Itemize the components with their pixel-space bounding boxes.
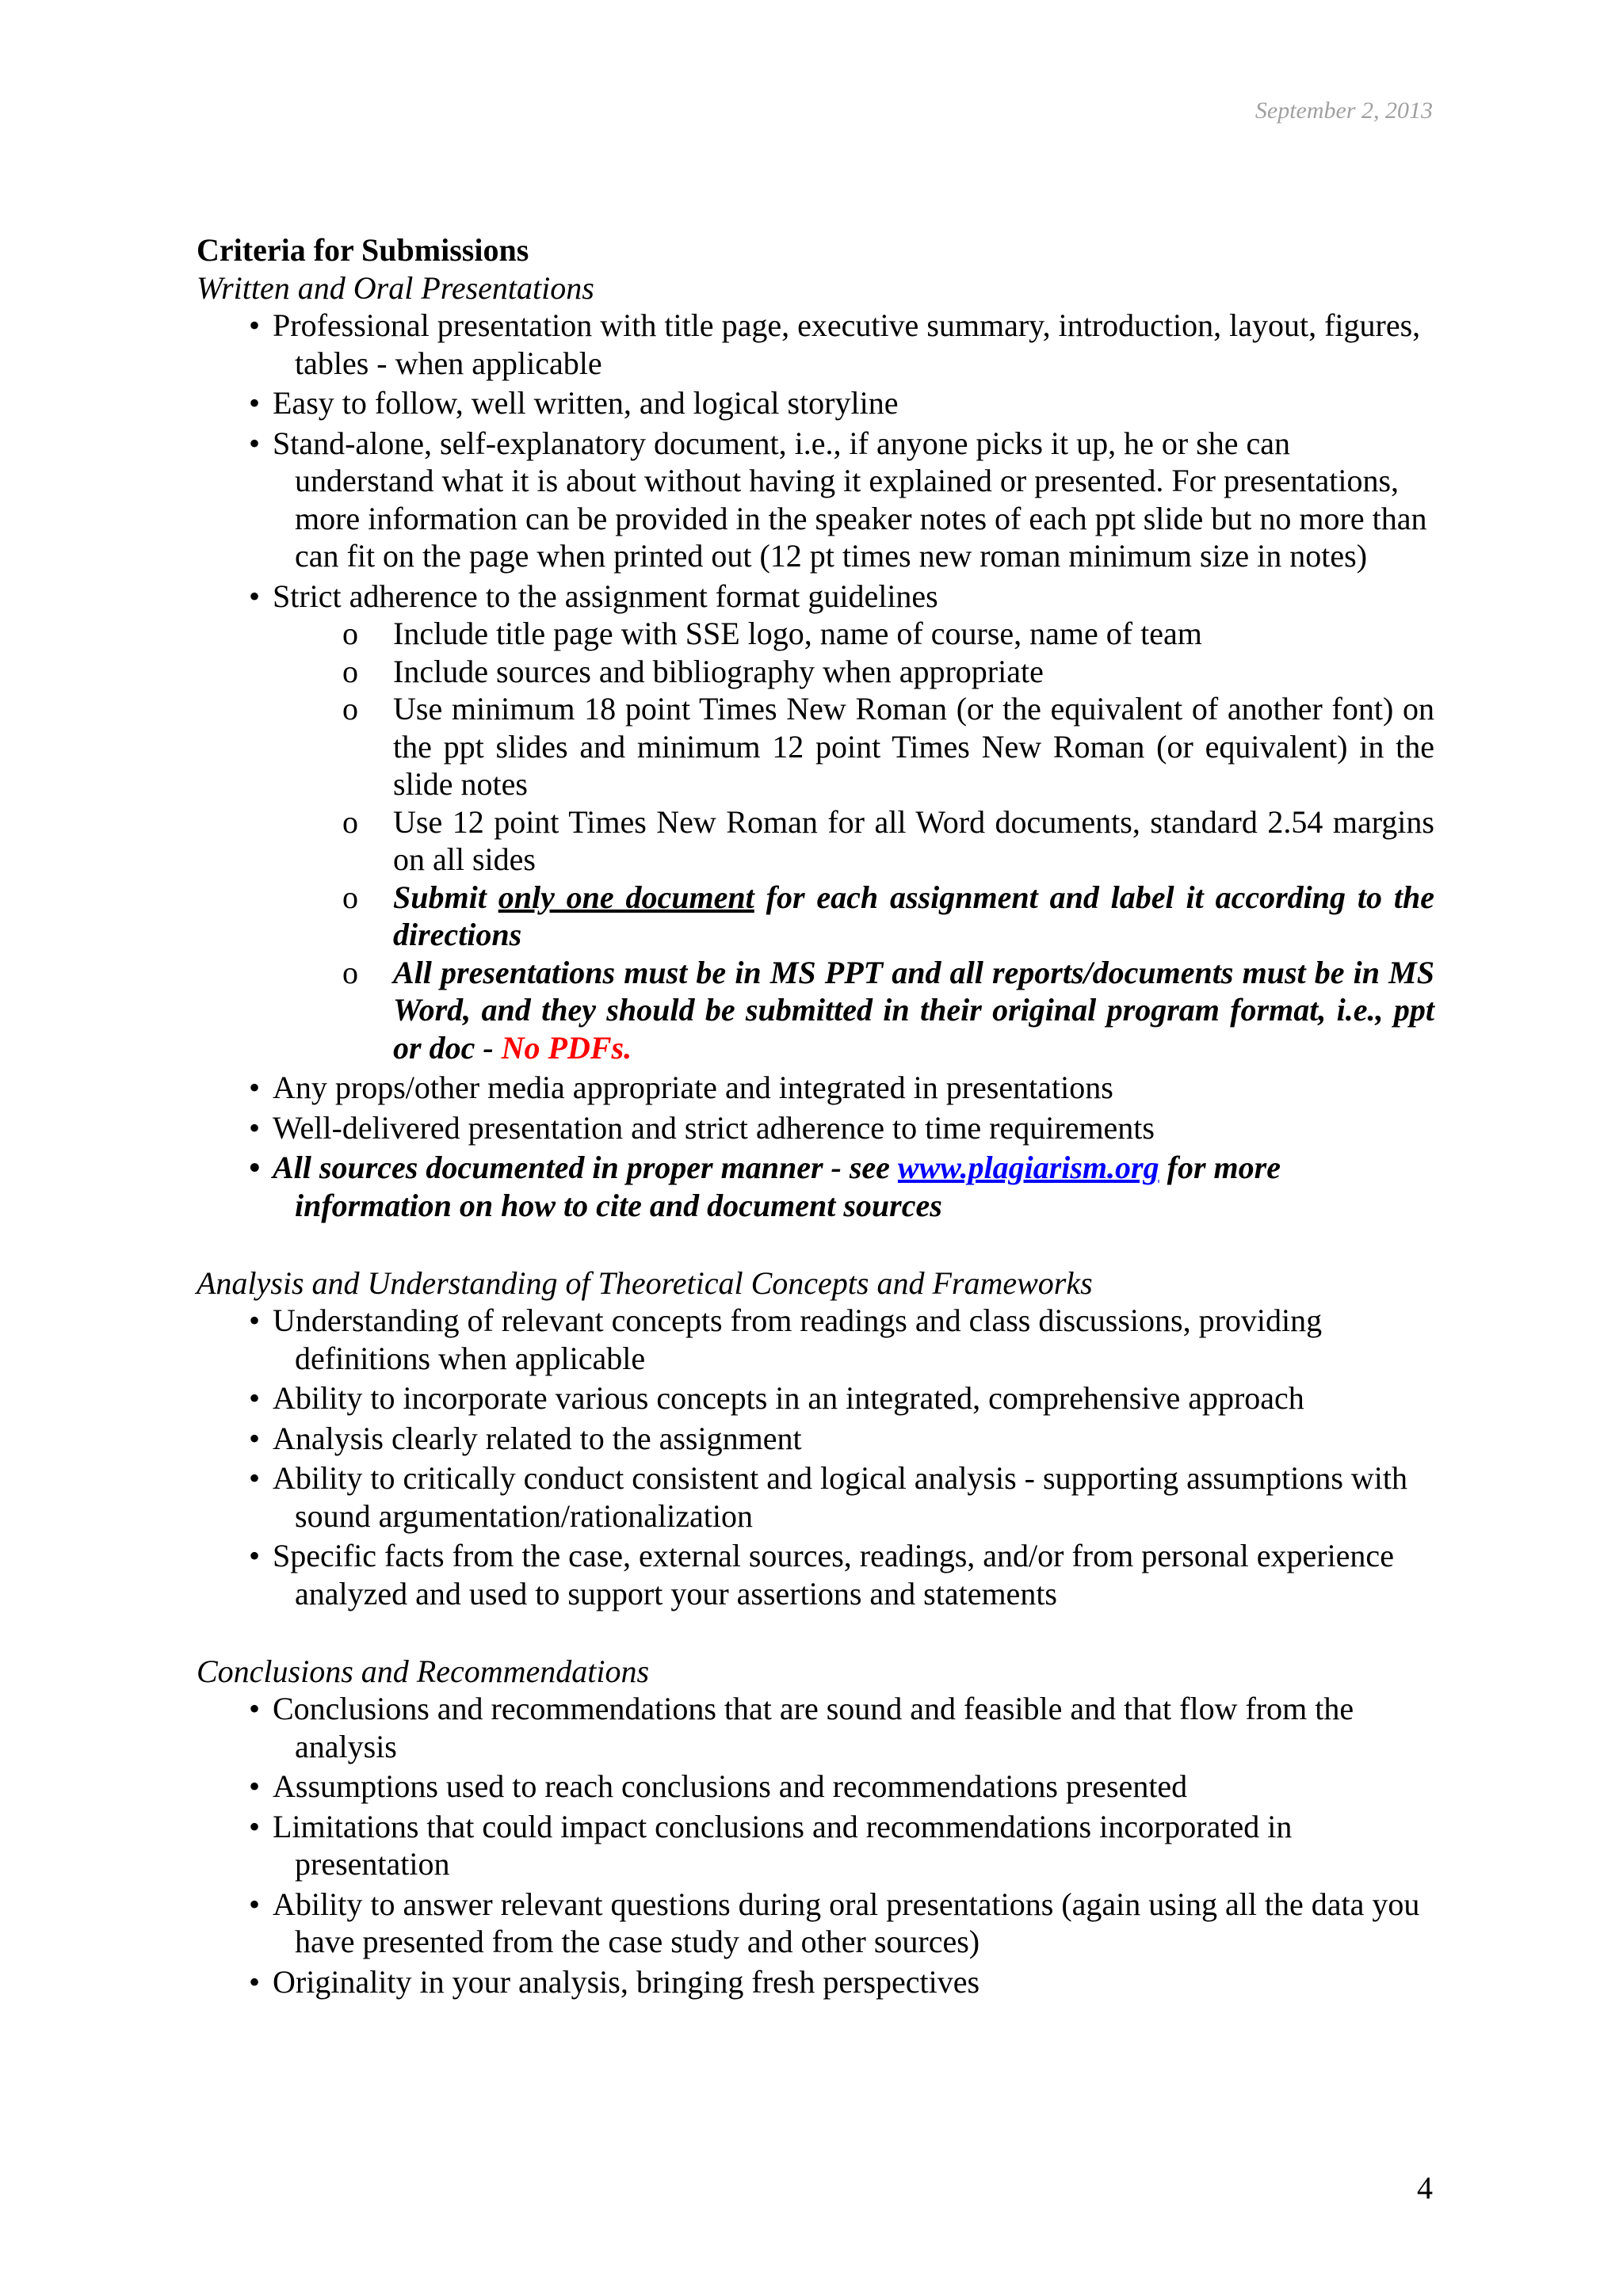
list-item: • Conclusions and recommendations that are sound and feasible and that flow from the analysis [249,1691,1354,1764]
bullet-icon: • [249,307,261,343]
bullet-icon: • [249,1460,261,1496]
written-bullet-list-continued [197,1069,1434,1224]
list-item: • Professional presentation with title page, executive summary, introduction, layout, figures, tables - when applicable [249,307,1421,381]
bullet-icon: • [249,1420,261,1456]
list-item: • Originality in your analysis, bringing fresh perspectives [249,1963,980,2000]
analysis-bullet-list [197,1302,1434,1612]
list-item: • Well-delivered presentation and strict adherence to time requirements [249,1109,1155,1146]
circle-bullet-icon: o [342,803,358,840]
list-item: • Understanding of relevant concepts from readings and class discussions, providing definitions when applicable [249,1302,1323,1376]
sub-list-item: o Include sources and bibliography when appropriate [342,653,1044,689]
bullet-icon: • [249,1768,261,1804]
list-item: • Ability to answer relevant questions during oral presentations (again using all the data you have presented from the case study and other sources) [249,1886,1420,1959]
list-item: • Limitations that could impact conclusions and recommendations incorporated in presentation [249,1808,1293,1882]
circle-bullet-icon: o [342,954,358,990]
bullet-icon: • [249,1538,261,1573]
page-title: Criteria for Submissions [197,232,529,268]
bullet-icon: • [249,1109,261,1146]
circle-bullet-icon: o [342,653,358,689]
section-heading-conclusions: Conclusions and Recommendations [197,1653,650,1689]
list-item: • Assumptions used to reach conclusions and recommendations presented [249,1768,1188,1804]
list-item: • Ability to incorporate various concepts in an integrated, comprehensive approach [249,1380,1304,1416]
document-body [197,231,1434,2003]
page-number: 4 [1417,2170,1433,2206]
list-item: • Specific facts from the case, external sources, readings, and/or from personal experience analyzed and used to support your assertions and statements [249,1538,1394,1611]
list-item: • Any props/other media appropriate and integrated in presentations [249,1070,1113,1105]
bullet-icon: • [249,1070,261,1105]
sub-list-item: o Use 12 point Times New Roman for all Word documents, standard 2.54 margins on all sides [342,803,1434,877]
list-item: • Strict adherence to the assignment format guidelines [249,578,938,614]
list-item: • Stand-alone, self-explanatory document, i.e., if anyone picks it up, he or she can understand what it is about without having it explained or presented. For presentations, more information can be provided in the speaker notes of each ppt slide but no more than can fit on the page when printed out (12 pt times new roman minimum size in notes) [249,425,1427,574]
sub-list-item: o Include title page with SSE logo, name of course, name of team [342,616,1202,651]
written-bullet-list [197,307,1434,615]
bullet-icon: • [249,1691,261,1726]
header-date: September 2, 2013 [1254,97,1433,124]
sub-list-item: o All presentations must be in MS PPT and all reports/documents must be in MS Word, and they should be submitted in their original program format, i.e., ppt or doc - No PDFs. [342,954,1434,1066]
list-item: • Ability to critically conduct consistent and logical analysis - supporting assumptions with sound argumentation/rationalization [249,1460,1408,1534]
conclusions-bullet-list [197,1690,1434,2000]
sub-list-item: o Submit only one document for each assignment and label it according to the directions [342,879,1434,952]
section-heading-analysis: Analysis and Understanding of Theoretical Concepts and Frameworks [197,1264,1093,1301]
bullet-icon: • [249,578,261,614]
list-item: • Easy to follow, well written, and logical storyline [249,385,899,421]
bullet-icon: • [249,1963,261,2000]
bullet-icon: • [249,1808,261,1844]
bullet-icon: • [249,425,261,461]
format-sublist [197,615,1434,1066]
bullet-icon: • [249,1380,261,1416]
bullet-icon: • [249,1302,261,1338]
bullet-icon: • [249,385,261,421]
bullet-icon: • [249,1886,261,1922]
list-item: • All sources documented in proper manner - see www.plagiarism.org for more information on how to cite and document sources [249,1150,1281,1223]
sub-list-item: o Use minimum 18 point Times New Roman (or the equivalent of another font) on the ppt slides and minimum 12 point Times New Roman (or equivalent) in the slide notes [342,691,1434,802]
section-heading-written: Written and Oral Presentations [197,269,594,306]
circle-bullet-icon: o [342,691,358,727]
circle-bullet-icon: o [342,616,358,651]
list-item: • Analysis clearly related to the assignment [249,1420,802,1456]
circle-bullet-icon: o [342,879,358,915]
bullet-icon: • [249,1150,261,1185]
plagiarism-link[interactable]: www.plagiarism.org [897,1150,1159,1185]
